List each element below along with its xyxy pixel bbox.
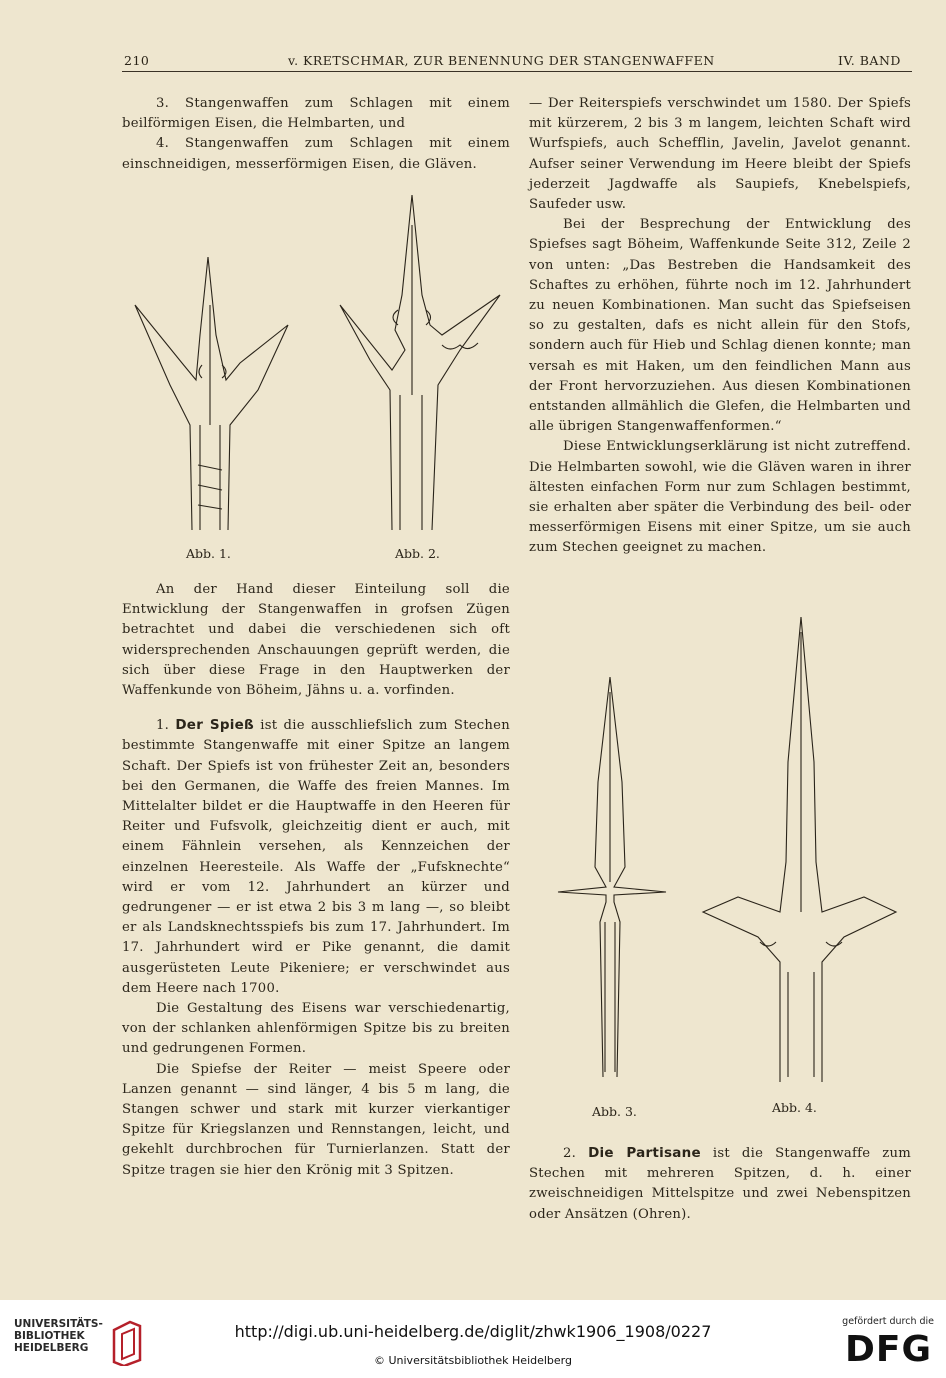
paragraph-partisane xyxy=(529,1143,911,1225)
paragraph-partisane-text: ist die Stangenwaffe zum Stechen mit mehreren Spitzen, d. h. einer zweischneidigen Mittelspitze und zwei Nebenspitzen oder Ansätzen (Ohren). xyxy=(529,1146,911,1222)
caption-abb-4: Abb. 4. xyxy=(772,1100,817,1115)
running-title: v. KRETSCHMAR, ZUR BENENNUNG DER STANGENWAFFEN xyxy=(288,53,715,68)
paragraph-reiter: Die Spiefse der Reiter — meist Speere oder Lanzen genannt — sind länger, 4 bis 5 m lang, die Stangen schwer und stark mit kurzer vierkantiger Spitze für Kriegslanzen und Rennstangen, leicht, und gekehlt durchbrochen für Turnierlanzen. Statt der Spitze tragen sie hier den Krönig mit 3 Spitzen. xyxy=(122,1061,510,1178)
section-number: 2. xyxy=(563,1146,577,1161)
paragraph-einteilung: An der Hand dieser Einteilung soll die Entwicklung der Stangenwaffen in grofsen Zügen betrachtet und dabei die verschiedenen sich oft widersprechenden Anschauungen geprüft werden, die sich über diese Frage in den Hauptwerken der Waffenkunde von Böheim, Jähns u. a. vorfinden. xyxy=(122,582,510,699)
list-item-4: 4. Stangenwaffen zum Schlagen mit einem einschneidigen, messerförmigen Eisen, die Gläven. xyxy=(122,136,510,172)
partisan-drawing-abb-4 xyxy=(703,617,896,1082)
section-heading-spiess: Der Spieß xyxy=(175,717,254,734)
paragraph-spiess xyxy=(122,715,510,999)
paragraph-boeheim-quote: Bei der Besprechung der Entwicklung des Spiefses sagt Böheim, Waffenkunde Seite 312, Zeile 2 von unten: „Das Bestreben die Handsamkeit des Schaftes zu erhöhen, führte noch im 12. Jahrhundert zu neuen Kombinationen. Man sucht das Spiefseisen so zu gestalten, dafs es nicht allein für den Stofs, sondern auch für Hieb und Schlag dienen konnte; man versah es mit Haken, um den feindlichen Mann aus der Front hervorzuziehen. Aus diesen Kombinationen entstanden allmählich die Glefen, die Helmbarten und alle übrigen Stangenwaffenformen.“ xyxy=(529,217,911,435)
section-number: 1. xyxy=(156,718,170,734)
right-column-bottom xyxy=(529,1143,911,1225)
paragraph-gestaltung: Die Gestaltung des Eisens war verschiedenartig, von der schlanken ahlenförmigen Spitze bis zu breiten und gedrungenen Formen. xyxy=(122,1001,510,1057)
caption-abb-3: Abb. 3. xyxy=(592,1104,637,1119)
figure-abb-3-4 xyxy=(548,612,898,1102)
caption-abb-2: Abb. 2. xyxy=(395,546,440,561)
figure-abb-1-2 xyxy=(130,185,510,540)
page-number: 210 xyxy=(124,53,150,68)
library-name-line-3: HEIDELBERG xyxy=(14,1342,89,1354)
funding-note: gefördert durch die xyxy=(842,1316,934,1327)
paragraph-reiterspiess: — Der Reiterspiefs verschwindet um 1580. Der Spiefs mit kürzerem, 2 bis 3 m langem, leichten Schaft wird Wurfspiefs, auch Schefflin, Javelin, Javelot genannt. Aufser seiner Verwendung im Heere bleibt der Spiefs jederzeit Jagdwaffe als Saupiefs, Knebelspiefs, Saufeder usw. xyxy=(529,96,911,213)
volume-label: IV. BAND xyxy=(838,53,901,68)
list-item-3: 3. Stangenwaffen zum Schlagen mit einem beilförmigen Eisen, die Helmbarten, und xyxy=(122,96,510,132)
paragraph-spiess-text: ist die ausschliefslich zum Stechen bestimmte Stangenwaffe mit einer Spitze an langem Schaft. Der Spiefs ist von frühester Zeit an, besonders bei den Germanen, die Waffe des freien Mannes. Im Mittelalter bildet er die Hauptwaffe in den Heeren für Reiter und Fufsvolk, gleichzeitig dient er auch, mit einem Fähnlein versehen, als Kennzeichen der einzelnen Heeresteile. Als Waffe der „Fufsknechte“ wird er vom 12. Jahrhundert an kürzer und gedrungener — er ist etwa 2 bis 3 m lang —, so bleibt er als Landsknechtsspiefs bis zum 17. Jahrhundert. Im 17. Jahrhundert wird er Pike genannt, die damit ausgerüsteten Leute Pikeniere; er verschwindet aus dem Heere nach 1700. xyxy=(122,718,510,996)
left-column-top xyxy=(122,94,510,175)
right-column-top xyxy=(529,94,911,559)
halberd-drawing-abb-1 xyxy=(135,257,288,530)
dfg-logo[interactable]: DFG xyxy=(844,1329,932,1370)
glaive-drawing-abb-2 xyxy=(340,195,500,530)
library-name-line-2: BIBLIOTHEK xyxy=(14,1330,85,1342)
left-column-bottom xyxy=(122,580,510,1181)
library-name-line-1: UNIVERSITÄTS- xyxy=(14,1318,103,1330)
section-heading-partisane: Die Partisane xyxy=(588,1145,701,1161)
header-rule xyxy=(122,71,912,72)
spear-drawing-abb-3 xyxy=(558,677,666,1077)
permalink-url[interactable]: http://digi.ub.uni-heidelberg.de/diglit/zhwk1906_1908/0227 xyxy=(234,1322,712,1341)
caption-abb-1: Abb. 1. xyxy=(186,546,231,561)
viewer-footer xyxy=(0,1300,946,1378)
copyright-notice: © Universitätsbibliothek Heidelberg xyxy=(373,1354,572,1367)
paragraph-entwicklung: Diese Entwicklungserklärung ist nicht zutreffend. Die Helmbarten sowohl, wie die Gläven waren in ihrer ältesten einfachen Form nur zum Schlagen bestimmt, sie erhalten aber später die Verbindung des beil- oder messerförmigen Eisens mit einer Spitze, um sie auch zum Stechen geeignet zu machen. xyxy=(529,439,911,556)
